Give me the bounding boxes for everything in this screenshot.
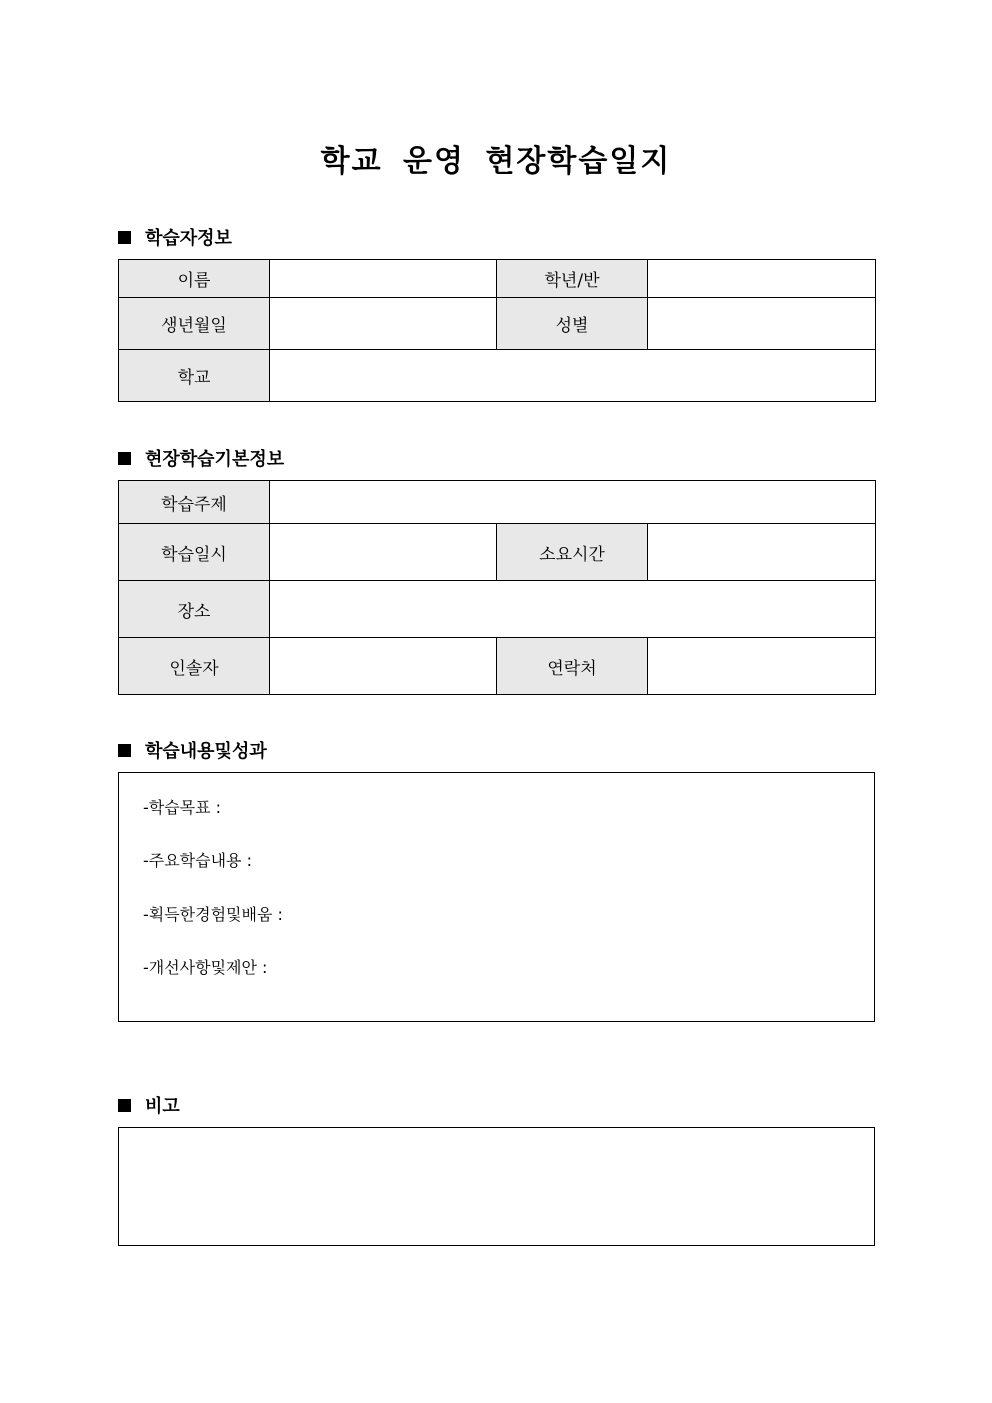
section-heading-label: 비고 — [145, 1096, 180, 1117]
section-heading-learner — [118, 224, 232, 250]
learner-info-table — [118, 259, 876, 402]
square-bullet-icon — [118, 1099, 131, 1112]
gender-field[interactable] — [648, 298, 876, 350]
experience-line: -획득한경험및배움 : — [143, 905, 283, 924]
main-content-line: -주요학습내용 : — [143, 851, 252, 870]
school-label: 학교 — [119, 350, 270, 402]
name-field[interactable] — [270, 260, 497, 298]
content-box[interactable] — [118, 772, 875, 1022]
place-field[interactable] — [270, 581, 876, 638]
section-heading-basic — [118, 445, 284, 471]
section-heading-content — [118, 737, 267, 763]
duration-label: 소요시간 — [497, 524, 648, 581]
contact-label: 연락처 — [497, 638, 648, 695]
grade-label: 학년/반 — [497, 260, 648, 298]
remarks-box[interactable] — [118, 1127, 875, 1246]
school-field[interactable] — [270, 350, 876, 402]
name-label: 이름 — [119, 260, 270, 298]
birth-field[interactable] — [270, 298, 497, 350]
contact-field[interactable] — [648, 638, 876, 695]
topic-field[interactable] — [270, 481, 876, 524]
square-bullet-icon — [118, 744, 131, 757]
square-bullet-icon — [118, 231, 131, 244]
section-heading-remarks — [118, 1092, 180, 1118]
leader-label: 인솔자 — [119, 638, 270, 695]
table-row — [119, 298, 876, 350]
grade-field[interactable] — [648, 260, 876, 298]
section-heading-label: 현장학습기본정보 — [145, 449, 285, 470]
table-row — [119, 524, 876, 581]
topic-label: 학습주제 — [119, 481, 270, 524]
datetime-field[interactable] — [270, 524, 497, 581]
section-heading-label: 학습내용및성과 — [145, 741, 267, 762]
datetime-label: 학습일시 — [119, 524, 270, 581]
table-row — [119, 350, 876, 402]
page-title: 학교 운영 현장학습일지 — [320, 144, 672, 179]
section-heading-label: 학습자정보 — [145, 228, 232, 249]
table-row — [119, 481, 876, 524]
duration-field[interactable] — [648, 524, 876, 581]
table-row — [119, 581, 876, 638]
table-row — [119, 638, 876, 695]
place-label: 장소 — [119, 581, 270, 638]
suggestion-line: -개선사항및제안 : — [143, 958, 268, 977]
leader-field[interactable] — [270, 638, 497, 695]
learning-goal-line: -학습목표 : — [143, 798, 222, 817]
birth-label: 생년월일 — [119, 298, 270, 350]
basic-info-table — [118, 480, 876, 695]
gender-label: 성별 — [497, 298, 648, 350]
table-row — [119, 260, 876, 298]
square-bullet-icon — [118, 452, 131, 465]
